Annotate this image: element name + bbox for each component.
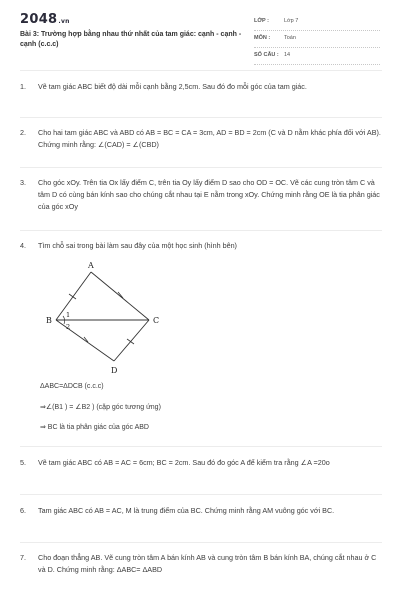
question-number: 3. bbox=[20, 178, 26, 187]
question-text: Tam giác ABC có AB = AC, M là trung điểm của BC. Chứng minh rằng AM vuông góc với BC. bbox=[38, 506, 335, 515]
angle-label-1: 1 bbox=[66, 311, 71, 319]
vertex-label-c: C bbox=[153, 316, 160, 325]
meta-key: SỐ CÂU : bbox=[254, 52, 279, 58]
question-number: 2. bbox=[20, 128, 26, 137]
edge-bd bbox=[56, 320, 114, 361]
question-number: 4. bbox=[20, 241, 26, 250]
meta-key: LỚP : bbox=[254, 18, 269, 24]
lesson-title: Bài 3: Trường hợp bằng nhau thứ nhất của tam giác: cạnh - cạnh - cạnh (c.c.c) bbox=[20, 31, 242, 48]
proof-line: ⇒ BC là tia phân giác của góc ABD bbox=[40, 424, 149, 431]
edge-ab bbox=[56, 272, 91, 320]
question-number: 7. bbox=[20, 553, 26, 562]
question-number: 5. bbox=[20, 458, 26, 467]
meta-key: MÔN : bbox=[254, 35, 271, 41]
angle-label-2: 2 bbox=[66, 323, 71, 331]
question-text: Cho góc xOy. Trên tia Ox lấy điểm C, trên tia Oy lấy điểm D sao cho OD = OC. Vẽ các cung tròn tâm C và tâm D có cùng bán kính sao cho chúng cắt nhau tại E nằm trong xOy. Chứng minh rằng OE là tia phân giác của góc xOy bbox=[38, 178, 380, 211]
edge-dc bbox=[114, 320, 149, 361]
divider bbox=[20, 70, 382, 71]
edge-ac bbox=[91, 272, 149, 320]
question-text: Vẽ tam giác ABC có AB = AC = 6cm; BC = 2cm. Sau đó đo góc A để kiểm tra rằng ∠A =20o bbox=[38, 458, 330, 467]
question-number: 6. bbox=[20, 506, 26, 515]
divider bbox=[20, 167, 382, 168]
meta-value: Toán bbox=[284, 35, 296, 41]
divider bbox=[20, 117, 382, 118]
vertex-label-a: A bbox=[88, 261, 94, 270]
question-text: Vẽ tam giác ABC biết độ dài mỗi cạnh bằng 2,5cm. Sau đó đo mỗi góc của tam giác. bbox=[38, 82, 307, 91]
vertex-label-d: D bbox=[111, 366, 118, 375]
meta-panel bbox=[254, 14, 380, 65]
meta-row-count bbox=[254, 48, 380, 65]
question-text: Tìm chỗ sai trong bài làm sau đây của một học sinh (hình bên) bbox=[38, 241, 237, 250]
quadrilateral-figure bbox=[36, 258, 196, 376]
figure-svg bbox=[36, 258, 196, 376]
question-number: 1. bbox=[20, 82, 26, 91]
meta-row-class bbox=[254, 14, 380, 31]
meta-value: 14 bbox=[284, 52, 291, 58]
proof-line: ΔABC=ΔDCB (c.c.c) bbox=[40, 383, 104, 390]
site-logo[interactable]: 2048.vn bbox=[20, 12, 70, 27]
meta-value: Lớp 7 bbox=[284, 18, 299, 24]
divider bbox=[20, 446, 382, 447]
question-text: Cho hai tam giác ABC và ABD có AB = BC = CA = 3cm, AD = BD = 2cm (C và D nằm khác phía đối với AB). Chứng minh rằng: ∠(CAD) = ∠(CBD) bbox=[38, 128, 381, 149]
question-text: Cho đoạn thẳng AB. Vẽ cung tròn tâm A bán kính AB và cung tròn tâm B bán kính BA, chúng cắt nhau ở C và D. Chứng minh rằng: ΔABC= ΔABD bbox=[38, 553, 377, 574]
proof-line: ⇒∠(B1 ) = ∠B2 ) (cặp góc tương ứng) bbox=[40, 404, 161, 411]
divider bbox=[20, 230, 382, 231]
divider bbox=[20, 494, 382, 495]
vertex-label-b: B bbox=[46, 316, 52, 325]
divider bbox=[20, 542, 382, 543]
meta-row-subject bbox=[254, 31, 380, 48]
tick-mark bbox=[127, 339, 134, 344]
